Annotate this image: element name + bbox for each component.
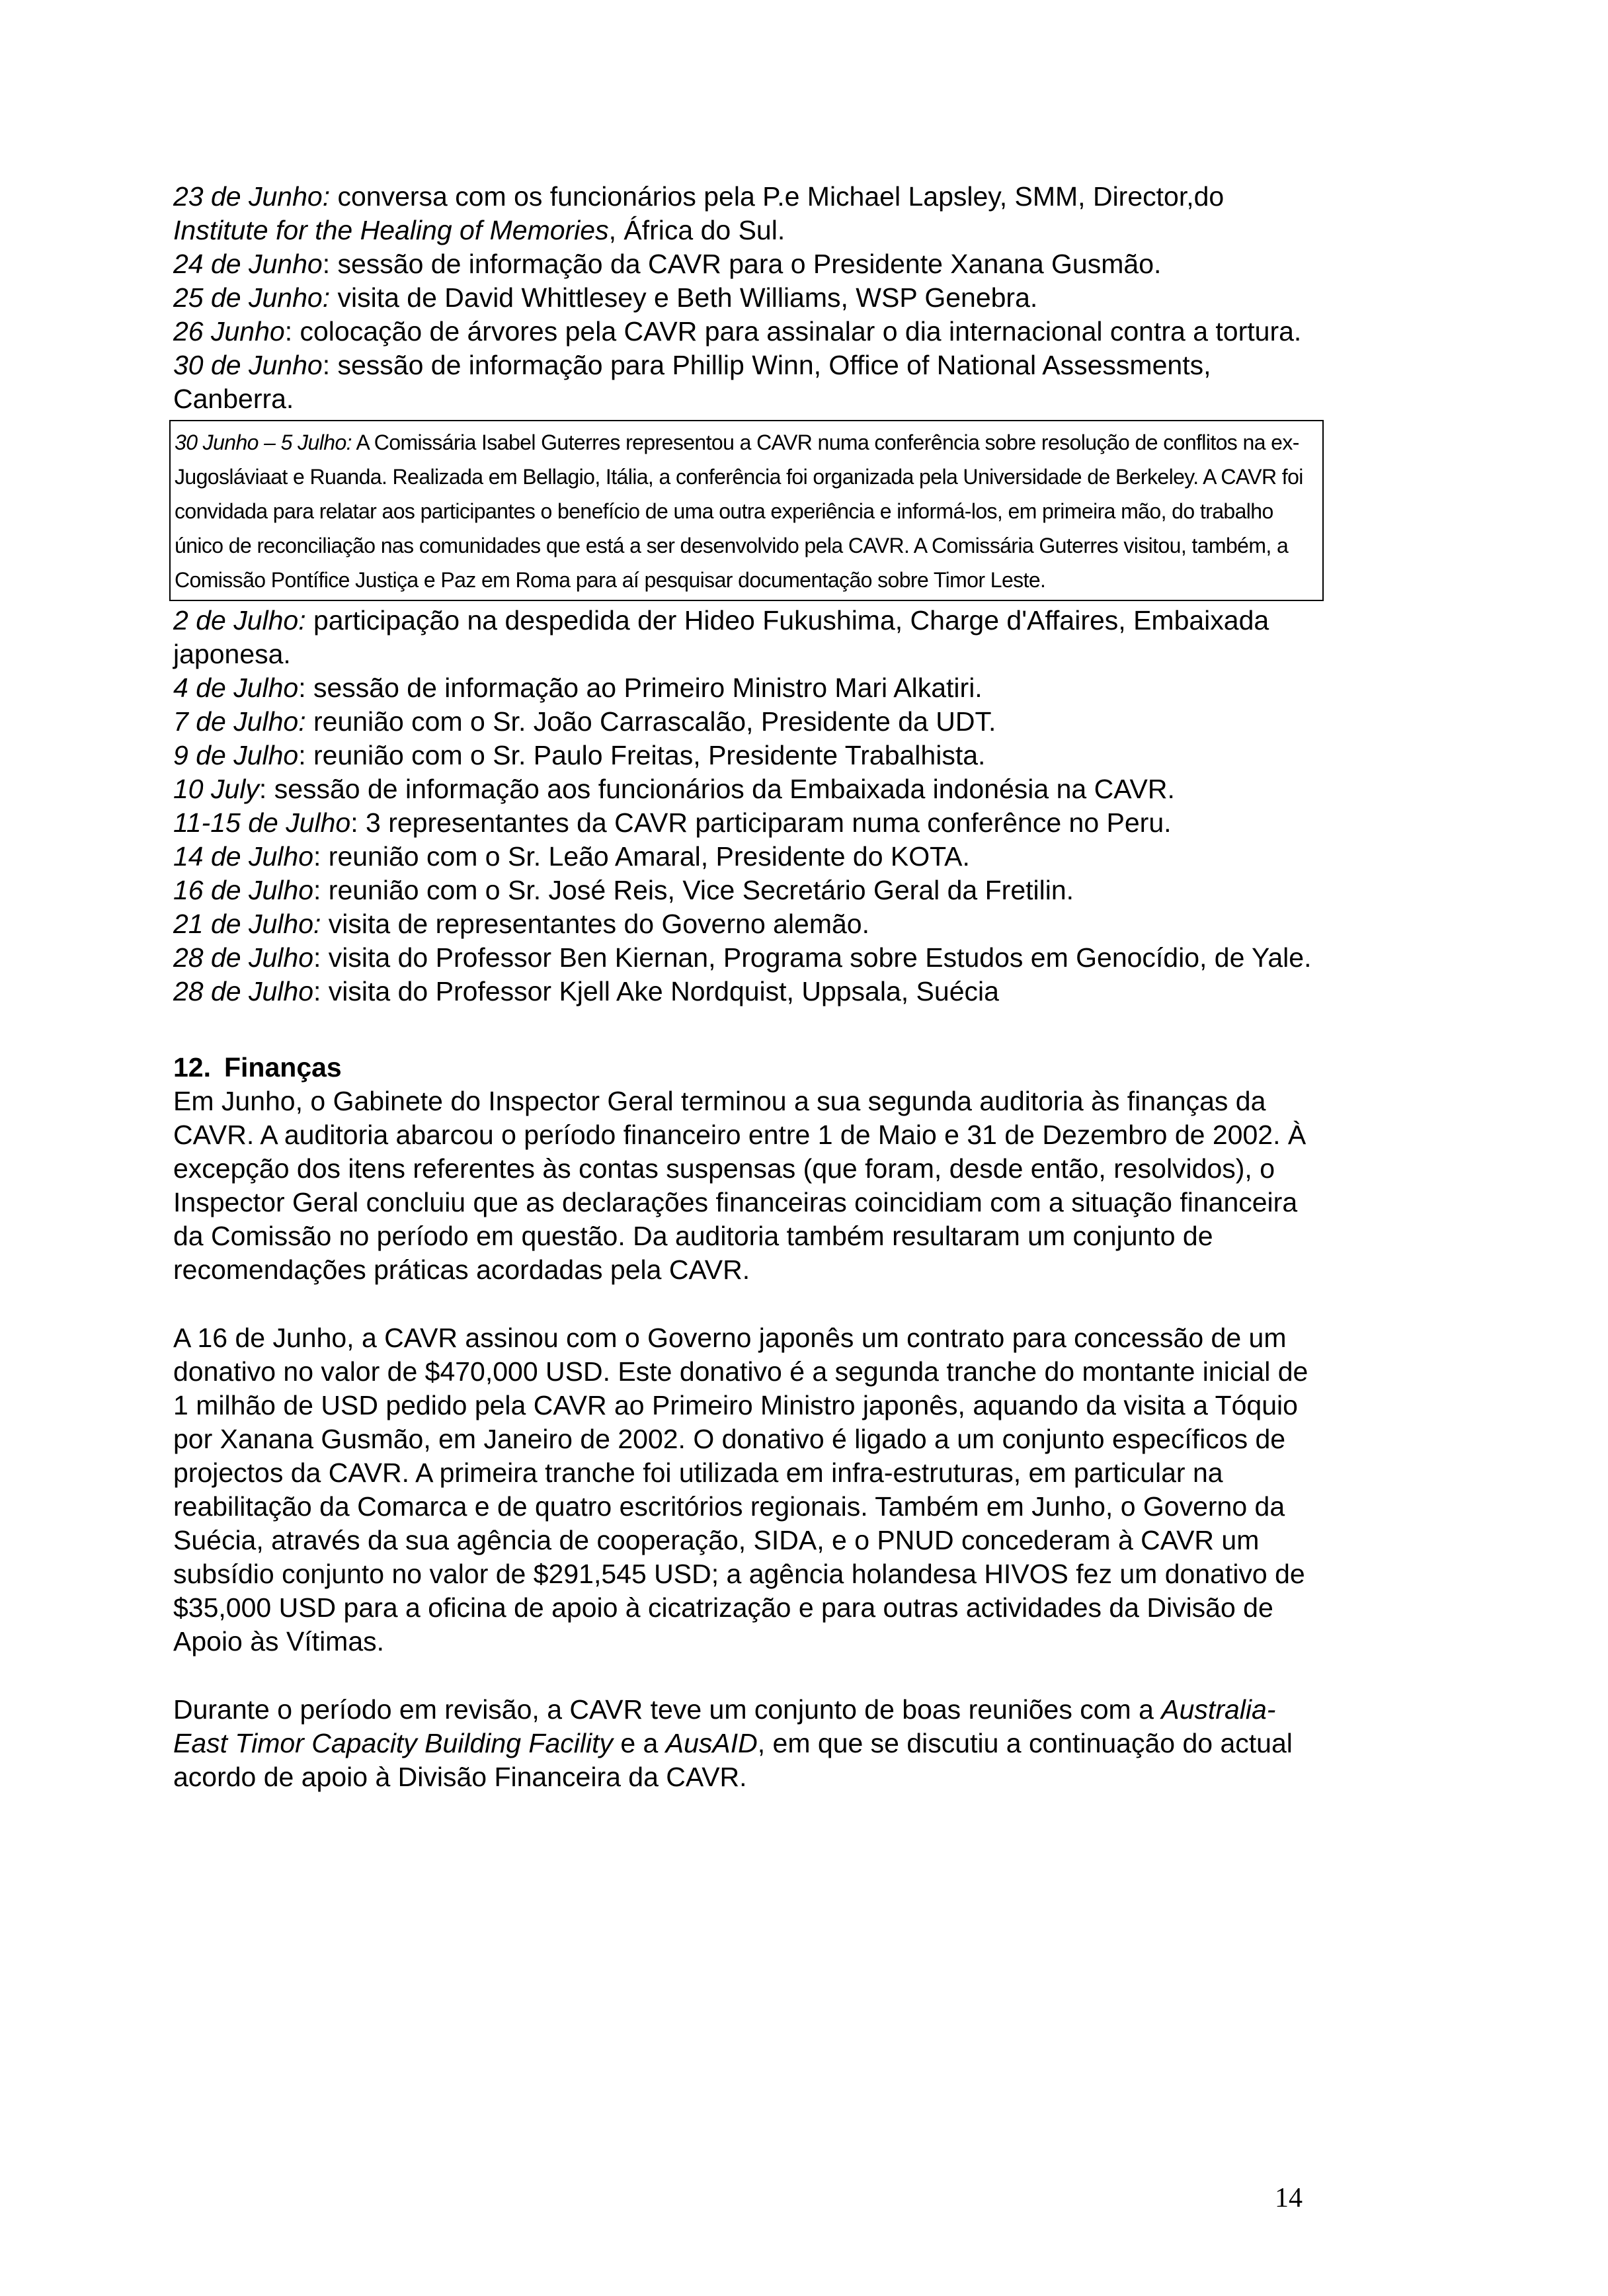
paragraph-ausaid <box>173 1693 1324 1794</box>
paragraph-audit: Em Junho, o Gabinete do Inspector Geral terminou a sua segunda auditoria às finanças da CAVR. A auditoria abarcou o período financeiro entre 1 de Maio e 31 de Dezembro de 2002. À excepção dos itens referentes às contas suspensas (que foram, desde então, resolvidos), o Inspector Geral concluiu que as declarações financeiras coincidiam com a situação financeira da Comissão no período em questão. Da auditoria também resultaram um conjunto de recomendações práticas acordadas pela CAVR. <box>173 1086 1306 1285</box>
entry-date: 7 de Julho: <box>173 706 306 737</box>
entry-july-14 <box>173 840 1324 874</box>
entry-july-21 <box>173 907 1324 941</box>
paragraph-italic: Australia-East Timor Capacity Building Facility <box>173 1694 1276 1758</box>
entry-text: reunião com o Sr. João Carrascalão, Presidente da UDT. <box>305 706 996 737</box>
entry-july-16 <box>173 874 1324 907</box>
entry-date: 2 de Julho: <box>173 605 306 636</box>
entry-date: 10 July <box>173 774 259 804</box>
entry-text: : reunião com o Sr. José Reis, Vice Secretário Geral da Fretilin. <box>313 875 1074 905</box>
entry-date: 9 de Julho <box>173 740 299 770</box>
page-content <box>173 180 1324 1828</box>
entry-date: 25 de Junho: <box>173 282 331 313</box>
entry-july-9 <box>173 739 1324 772</box>
paragraph-text: , em que se discutiu a continuação do actual acordo de apoio à Divisão Financeira da CAVR. <box>173 1728 1293 1792</box>
boxed-entry-date: 30 Junho – 5 Julho: <box>175 430 352 454</box>
entry-text: participação na despedida der Hideo Fukushima, Charge d'Affaires, Embaixada japonesa. <box>173 605 1269 669</box>
paragraph-text: e a <box>612 1728 666 1758</box>
entry-date: 21 de Julho: <box>173 909 321 939</box>
entry-text: : sessão de informação aos funcionários da Embaixada indonésia na CAVR. <box>259 774 1175 804</box>
entry-july-28-nordquist <box>173 975 1324 1008</box>
page-number: 14 <box>1275 2183 1303 2213</box>
entry-june-25 <box>173 281 1324 315</box>
section-number: 12. <box>173 1052 211 1083</box>
entry-text: conversa com os funcionários pela P.e Michael Lapsley, SMM, Director,do <box>330 181 1225 212</box>
section-title: Finanças <box>224 1052 342 1083</box>
entry-july-10 <box>173 772 1324 806</box>
entry-text: : sessão de informação para Phillip Winn, Office of National Assessments, Canberra. <box>173 350 1211 414</box>
section-heading-financas <box>173 1051 1324 1085</box>
entry-june-23 <box>173 180 1324 247</box>
entry-date: 30 de Junho <box>173 350 323 380</box>
paragraph-text: Durante o período em revisão, a CAVR teve um conjunto de boas reuniões com a <box>173 1694 1162 1725</box>
entry-july-7 <box>173 705 1324 739</box>
entry-date: 4 de Julho <box>173 673 299 703</box>
entry-july-2 <box>173 604 1324 671</box>
entry-italic: Institute for the Healing of Memories <box>173 215 609 245</box>
entry-text: : sessão de informação ao Primeiro Ministro Mari Alkatiri. <box>298 673 983 703</box>
entry-text: : reunião com o Sr. Paulo Freitas, Presidente Trabalhista. <box>298 740 986 770</box>
entry-date: 14 de Julho <box>173 841 314 872</box>
entry-text: visita de representantes do Governo alemão. <box>321 909 869 939</box>
entry-text: : reunião com o Sr. Leão Amaral, Presidente do KOTA. <box>313 841 970 872</box>
entry-date: 23 de Junho: <box>173 181 331 212</box>
entry-text: visita de David Whittlesey e Beth Williams, WSP Genebra. <box>330 282 1038 313</box>
entry-date: 16 de Julho <box>173 875 314 905</box>
entry-date: 11-15 de Julho <box>173 807 351 838</box>
entry-date: 28 de Julho <box>173 976 314 1006</box>
entry-tail: , África do Sul. <box>608 215 785 245</box>
entry-june-30 <box>173 348 1324 416</box>
entry-date: 28 de Julho <box>173 942 314 973</box>
entry-date: 26 Junho <box>173 316 285 347</box>
paragraph-donations: A 16 de Junho, a CAVR assinou com o Governo japonês um contrato para concessão de um donativo no valor de $470,000 USD. Este donativo é a segunda tranche do montante inicial de 1 milhão de USD pedido pela CAVR ao Primeiro Ministro japonês, aquando da visita a Tóquio por Xanana Gusmão, em Janeiro de 2002. O donativo é ligado a um conjunto específicos de projectos da CAVR. A primeira tranche foi utilizada em infra-estruturas, em particular na reabilitação da Comarca e de quatro escritórios regionais. Também em Junho, o Governo da Suécia, através da sua agência de cooperação, SIDA, e o PNUD concederam à CAVR um subsídio conjunto no valor de $291,545 USD; a agência holandesa HIVOS fez um donativo de $35,000 USD para a oficina de apoio à cicatrização e para outras actividades da Divisão de Apoio às Vítimas. <box>173 1323 1308 1657</box>
entry-june-26 <box>173 315 1324 348</box>
entry-text: : colocação de árvores pela CAVR para assinalar o dia internacional contra a tortura. <box>284 316 1302 347</box>
boxed-entry-text: A Comissária Isabel Guterres representou a CAVR numa conferência sobre resolução de conflitos na ex-Jugosláviaat e Ruanda. Realizada em Bellagio, Itália, a conferência foi organizada pela Universidade de Berkeley. A CAVR foi convidada para relatar aos participantes o benefício de uma outra experiência e informá-los, em primeira mão, do trabalho único de reconciliação nas comunidades que está a ser desenvolvido pela CAVR. A Comissária Guterres visitou, também, a Comissão Pontífice Justiça e Paz em Roma para aí pesquisar documentação sobre Timor Leste. <box>175 430 1303 592</box>
entry-july-4 <box>173 671 1324 705</box>
entry-june-24 <box>173 247 1324 281</box>
entry-text: : visita do Professor Ben Kiernan, Programa sobre Estudos em Genocídio, de Yale. <box>313 942 1312 973</box>
entry-text: : 3 representantes da CAVR participaram numa conferênce no Peru. <box>350 807 1172 838</box>
entry-july-28-kiernan <box>173 941 1324 975</box>
entry-text: : visita do Professor Kjell Ake Nordquist, Uppsala, Suécia <box>313 976 999 1006</box>
entry-date: 24 de Junho <box>173 249 323 279</box>
entry-july-11-15 <box>173 806 1324 840</box>
entry-text: : sessão de informação da CAVR para o Presidente Xanana Gusmão. <box>322 249 1162 279</box>
boxed-entry-bellagio <box>169 420 1324 601</box>
paragraph-italic: AusAID <box>665 1728 758 1758</box>
